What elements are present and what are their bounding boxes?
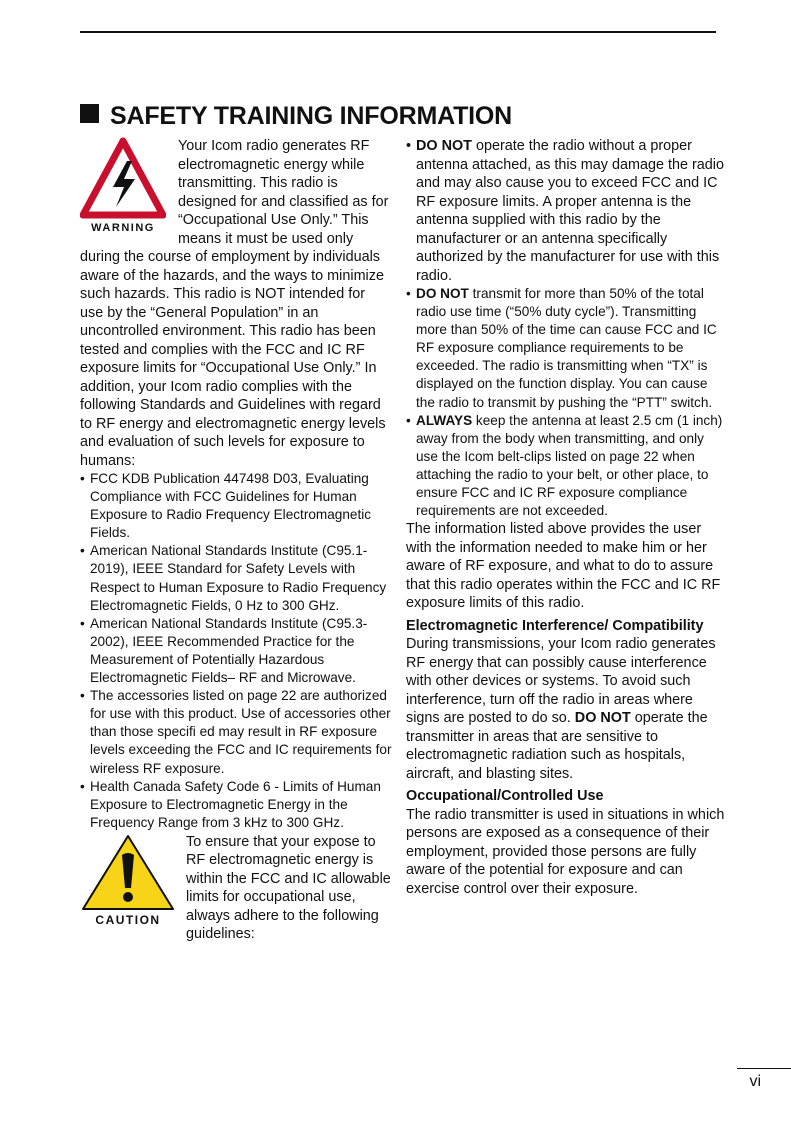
emi-paragraph [406,635,728,783]
list-item: • Health Canada Safety Code 6 - Limits of Human Exposure to Electromagnetic Energy in the Frequency Range from 3 kHz to 300 GHz. [80,778,392,832]
right-column [406,137,728,898]
warning-label: WARNING [91,222,155,234]
list-item: • The accessories listed on page 22 are authorized for use with this product. Use of accessories other than those specifi ed may result in RF exposure levels exceeding the FCC and IC requirements for wireless RF exposure. [80,687,392,777]
list-item: • American National Standards Institute (C95.3-2002), IEEE Recommended Practice for the Measurement of Potentially Hazardous Electromagnetic Fields– RF and Microwave. [80,615,392,687]
emi-text-after: operate the transmitter in areas that are sensitive to electromagnetic radiation such as hospitals, aircraft, and blasting sites. [406,710,708,782]
warning-section [80,137,392,470]
summary-paragraph: The information listed above provides the user with the information needed to make him or her aware of RF exposure, and what to do to assure that this radio operates within the FCC and IC RF exposure limits of this radio. [406,521,721,612]
emphasis-text: DO NOT [574,710,631,727]
emi-text-before: During transmissions, your Icom radio generates RF energy that can possibly cause interference with other devices or systems. To avoid such interference, turn off the radio in areas where signs are posted to do so. [406,636,716,727]
occupational-paragraph: The radio transmitter is used in situations in which persons are exposed as a consequence of their employment, provided those persons are fully aware of the potential for exposure and can exercise control over their exposure. [406,806,725,897]
list-item: • FCC KDB Publication 447498 D03, Evaluating Compliance with FCC Guidelines for Human Exposure to Radio Frequency Electromagnetic Fields. [80,470,392,542]
page-title-text: SAFETY TRAINING INFORMATION [110,102,512,130]
page-title [80,101,512,131]
list-item-text: keep the antenna at least 2.5 cm (1 inch) away from the body when transmitting, and only use the Icom belt-clips listed on page 22 when attaching the radio to your belt, or other place, to ensure FCC and IC RF exposure compliance requirements are not exceeded. [416,412,723,519]
standards-list [80,470,392,832]
guidelines-list [406,137,728,520]
list-item-text: operate the radio without a proper antenna attached, as this may damage the radio and may also cause you to exceed FCC and IC RF exposure limits. A proper antenna is the antenna supplied with this radio by the manufacturer or an antenna specifically authorized by the manufacturer for use with this radio. [416,138,725,284]
list-item [406,137,728,285]
list-item [406,412,728,521]
list-item: • American National Standards Institute (C95.1-2019), IEEE Standard for Safety Levels with Respect to Human Exposure to Radio Frequency Electromagnetic Fields, 0 Hz to 300 GHz. [80,542,392,614]
caution-figure [80,833,186,941]
emphasis-text: ALWAYS [416,412,473,428]
page-number: vi [749,1073,761,1090]
list-item [406,285,728,412]
square-bullet-icon [80,104,99,123]
emphasis-text: DO NOT [416,286,469,301]
warning-figure [80,137,178,243]
bottom-rule [737,1068,791,1069]
caution-section [80,833,392,944]
left-column [80,137,392,944]
caution-paragraph: To ensure that your expose to RF electromagnetic energy is within the FCC and IC allowable limits for occupational use, always adhere to the following guidelines: [186,833,391,943]
caution-label: CAUTION [95,912,161,927]
exclamation-caution-icon [80,833,176,913]
warning-intro-paragraph: Your Icom radio generates RF electromagnetic energy while transmitting. This radio is designed for and classified as for “Occupational Use Only.” This means it must be used only during the course of employment by individuals aware of the hazards, and the ways to minimize such hazards. This radio is NOT intended for use by the “General Population” in an uncontrolled environment. This radio has been tested and complies with the FCC and IC RF exposure limits for “Occupational Use Only.” In addition, your Icom radio complies with the following Standards and Guidelines with regard to RF energy and electromagnetic energy levels and evaluation of such levels for exposure to humans: [80,138,389,469]
emi-heading: Electromagnetic Interference/ Compatibility [406,617,704,634]
emphasis-text: DO NOT [416,138,472,154]
list-item-text: transmit for more than 50% of the total radio use time (“50% duty cycle”). Transmitting more than 50% of the time can cause FCC and IC RF exposure compliance requirements to be exceeded. The radio is transmitting when “TX” is displayed on the function display. You can cause the radio to transmit by pushing the “PTT” switch. [416,286,717,410]
electric-warning-icon [80,137,166,223]
occupational-heading: Occupational/Controlled Use [406,788,604,805]
top-rule [80,31,716,33]
